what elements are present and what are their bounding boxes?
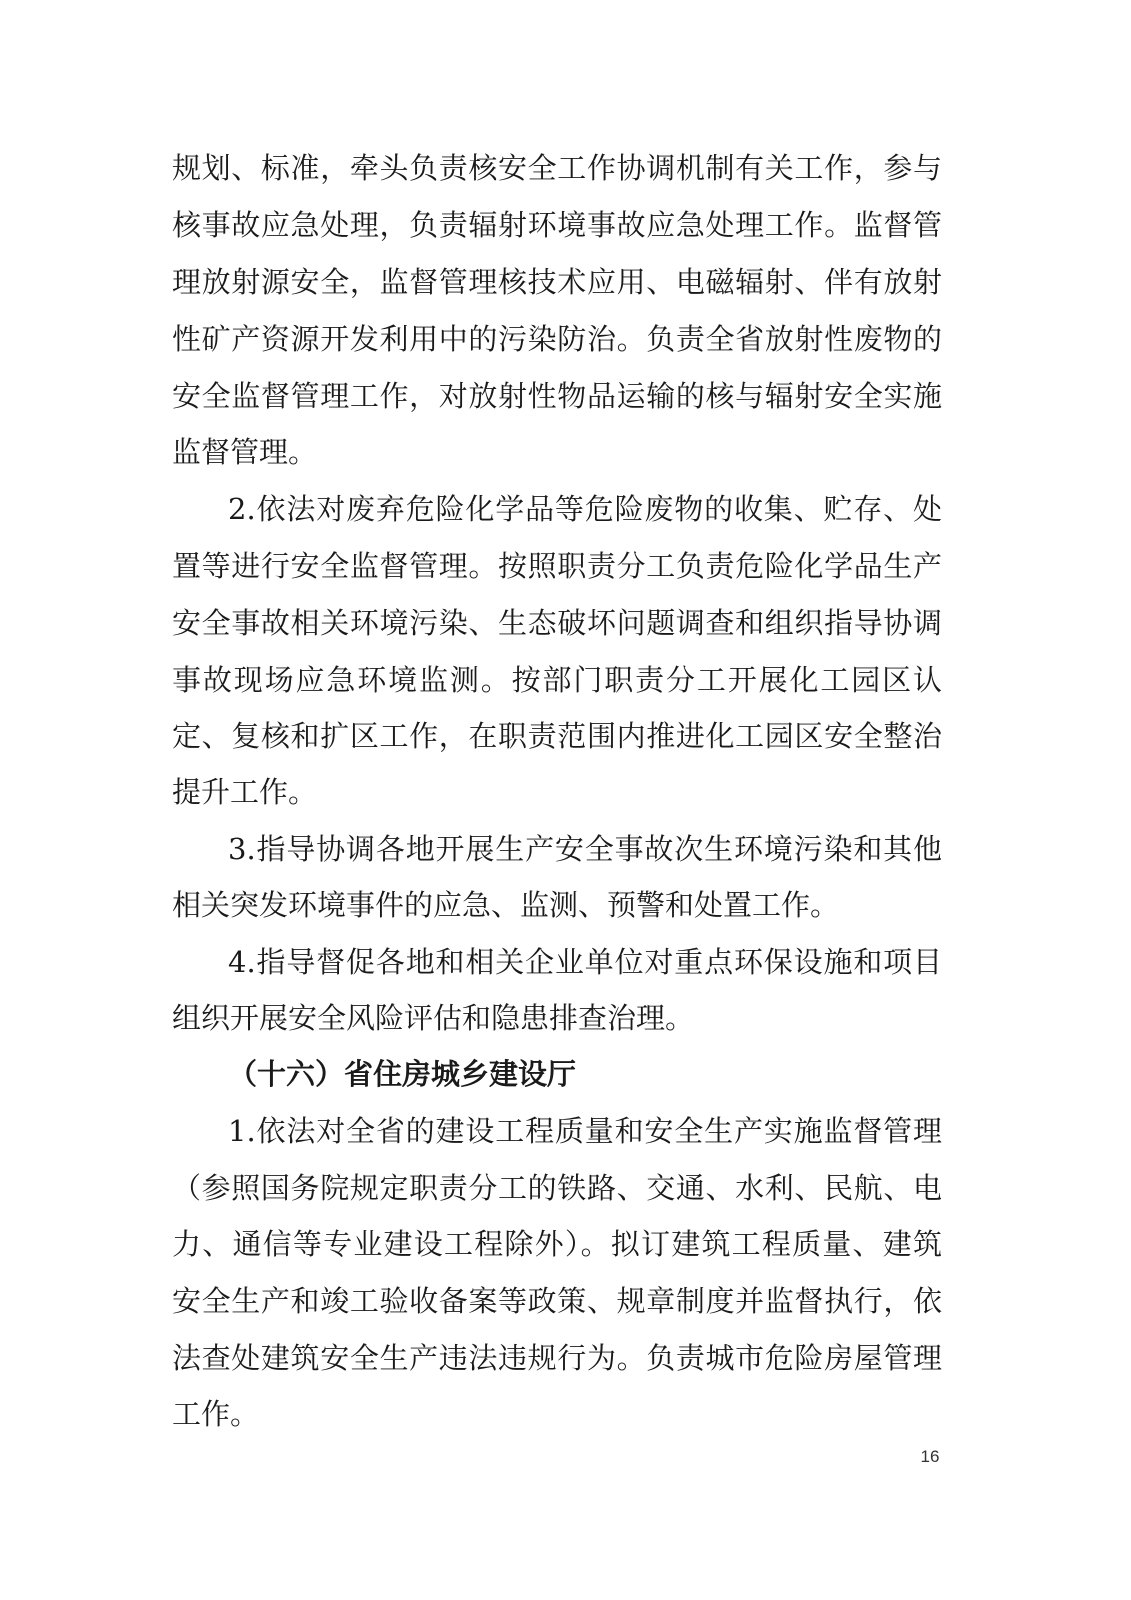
paragraph-line: 安全事故相关环境污染、生态破坏问题调查和组织指导协调 (172, 606, 942, 640)
paragraph-line: 4.指导督促各地和相关企业单位对重点环保设施和项目 (228, 945, 942, 979)
paragraph-line: 理放射源安全，监督管理核技术应用、电磁辐射、伴有放射 (172, 265, 942, 299)
paragraph-line: 置等进行安全监督管理。按照职责分工负责危险化学品生产 (172, 549, 942, 583)
paragraph-line: 监督管理。 (172, 435, 318, 469)
paragraph-line: 组织开展安全风险评估和隐患排查治理。 (172, 1001, 695, 1035)
section-heading: （十六）省住房城乡建设厅 (228, 1057, 577, 1091)
paragraph-line: 提升工作。 (172, 775, 318, 809)
paragraph-line: 规划、标准，牵头负责核安全工作协调机制有关工作，参与 (172, 151, 942, 185)
paragraph-line: 安全监督管理工作，对放射性物品运输的核与辐射安全实施 (172, 379, 942, 413)
page-number: 16 (920, 1447, 940, 1466)
paragraph-line: 力、通信等专业建设工程除外）。拟订建筑工程质量、建筑 (172, 1227, 942, 1261)
paragraph-line: 核事故应急处理，负责辐射环境事故应急处理工作。监督管 (172, 208, 942, 242)
paragraph-line: 性矿产资源开发利用中的污染防治。负责全省放射性废物的 (172, 322, 942, 356)
paragraph-line: 法查处建筑安全生产违法违规行为。负责城市危险房屋管理 (172, 1341, 942, 1375)
paragraph-line: 1.依法对全省的建设工程质量和安全生产实施监督管理 (228, 1114, 942, 1148)
paragraph-line: 相关突发环境事件的应急、监测、预警和处置工作。 (172, 888, 840, 922)
paragraph-line: 工作。 (172, 1397, 260, 1431)
paragraph-line: 安全生产和竣工验收备案等政策、规章制度并监督执行，依 (172, 1284, 942, 1318)
paragraph-line: 事故现场应急环境监测。按部门职责分工开展化工园区认 (172, 663, 942, 697)
paragraph-line: （参照国务院规定职责分工的铁路、交通、水利、民航、电 (172, 1171, 942, 1205)
paragraph-line: 3.指导协调各地开展生产安全事故次生环境污染和其他 (228, 832, 942, 866)
paragraph-line: 定、复核和扩区工作，在职责范围内推进化工园区安全整治 (172, 719, 942, 753)
paragraph-line: 2.依法对废弃危险化学品等危险废物的收集、贮存、处 (228, 492, 942, 526)
